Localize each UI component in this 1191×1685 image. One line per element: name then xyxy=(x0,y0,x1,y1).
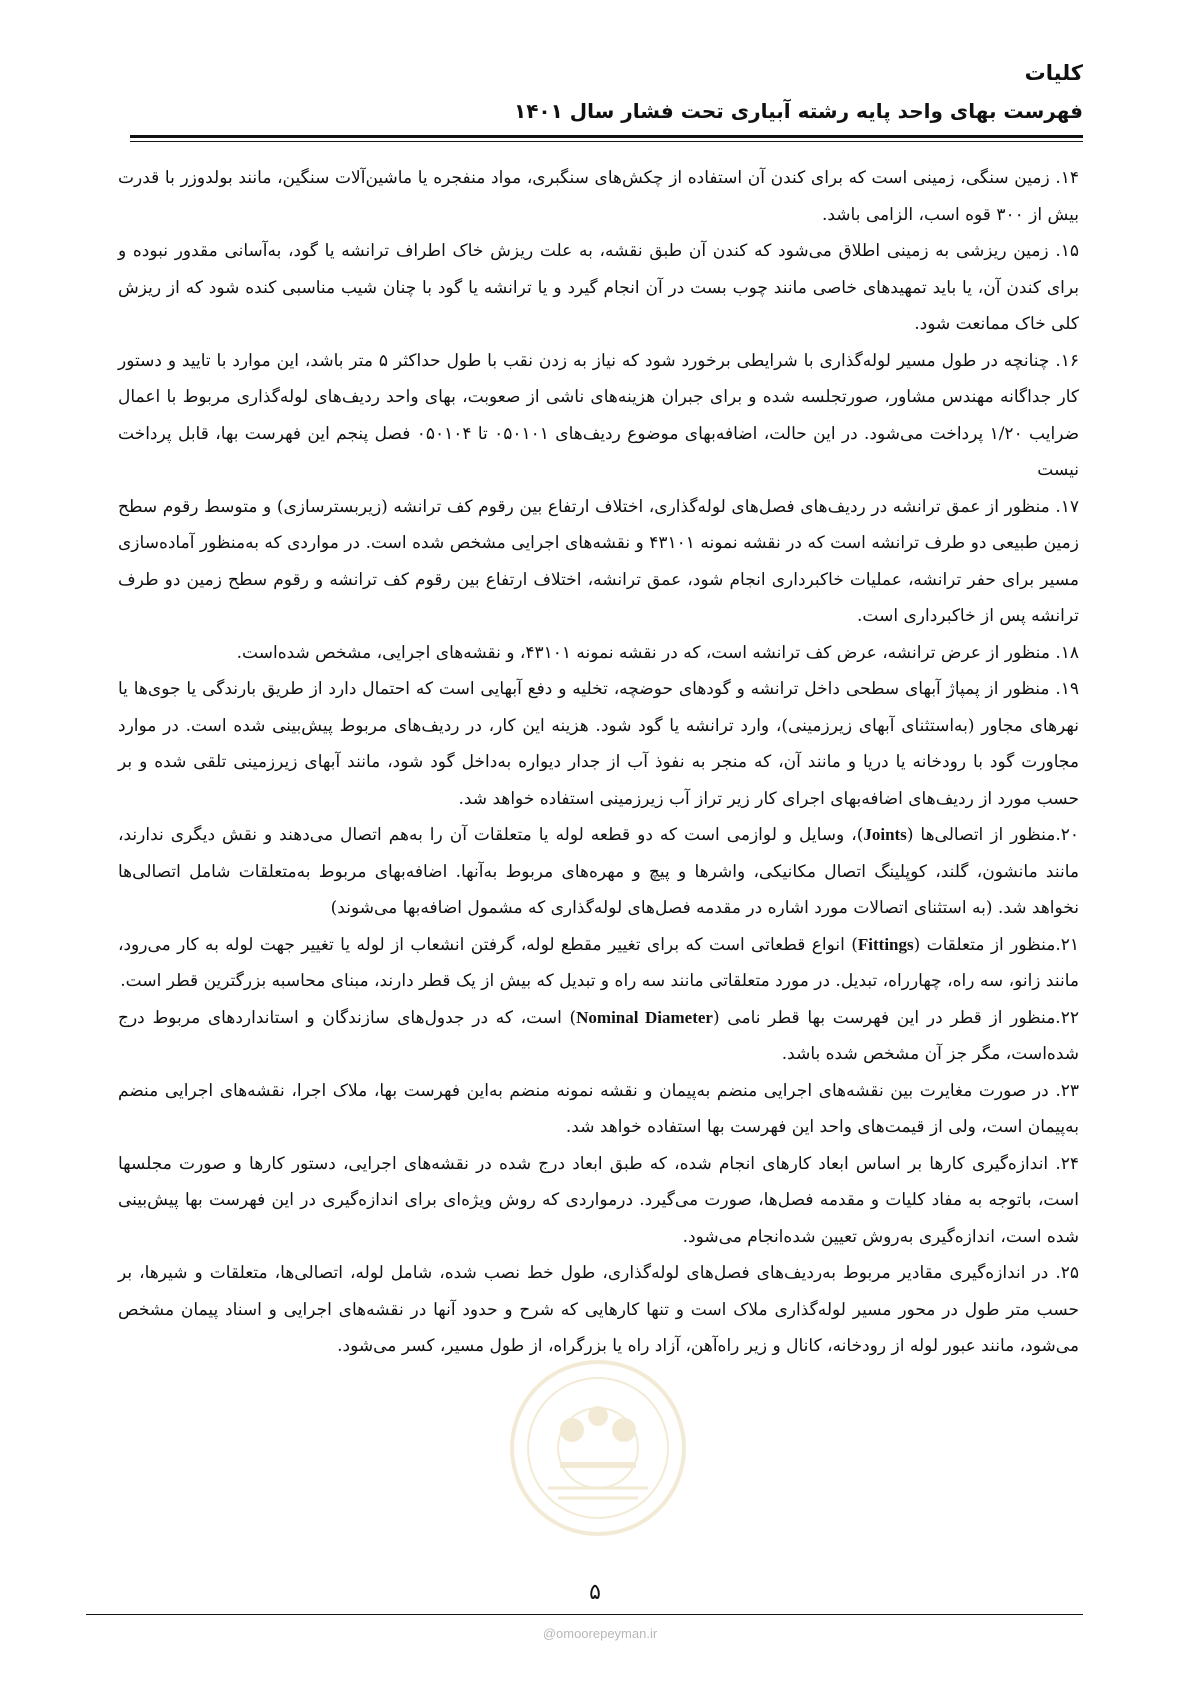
paragraph-21 xyxy=(118,927,1079,1000)
paragraph-16: ۱۶. چنانچه در طول مسیر لوله‌گذاری با شرایطی برخورد شود که نیاز به زدن نقب با طول حداکثر ۵ متر باشد، این موارد با تایید و دستور کار جداگانه مهندس مشاور، صورتجلسه شده و برای جبران هزینه‌های ناشی از صعوبت، بهای واحد ردیف‌های لوله‌گذاری مربوط با اعمال ضرایب ۱/۲۰ پرداخت می‌شود. در این حالت، اضافه‌بهای موضوع ردیف‌های ۰۵۰۱۰۱ تا ۰۵۰۱۰۴ فصل پنجم این فهرست بها، قابل پرداخت نیست xyxy=(118,350,1080,480)
paragraph-17: ۱۷. منظور از عمق ترانشه در ردیف‌های فصل‌های لوله‌گذاری، اختلاف ارتفاع بین رقوم کف ترانشه (زیربسترسازی) و متوسط رقوم سطح زمین طبیعی دو طرف ترانشه است که در نقشه نمونه ۴۳۱۰۱ و نقشه‌های اجرایی مشخص شده است. در مواردی که به‌منظور آماده‌سازی مسیر برای حفر ترانشه، عملیات خاکبرداری انجام شود، عمق ترانشه، اختلاف ارتفاع بین رقوم کف ترانشه و رقوم سطح زمین دو طرف ترانشه پس از خاکبرداری است. xyxy=(118,496,1079,626)
document-title: فهرست بهای واحد پایه رشته آبیاری تحت فشار سال ۱۴۰۱ xyxy=(514,99,1083,123)
paragraph-24: ۲۴. اندازه‌گیری کارها بر اساس ابعاد کارهای انجام شده، که طبق ابعاد درج شده در نقشه‌های اجرایی، دستور کارها و صورت مجلسها است، باتوجه به مفاد کلیات و مقدمه فصل‌ها، صورت می‌گیرد. درمواردی که روش ویژه‌ای برای اندازه‌گیری در این فهرست بها پیش‌بینی شده است، اندازه‌گیری به‌روش تعیین شده‌انجام می‌شود. xyxy=(118,1153,1079,1247)
paragraph-20-lead: ۲۰.منظور از اتصالی‌ها ( xyxy=(906,825,1079,845)
paragraph-23: ۲۳. در صورت مغایرت بین نقشه‌های اجرایی منضم به‌پیمان و نقشه نمونه منضم به‌این فهرست بها، ملاک اجرا، نقشه‌های اجرایی منضم به‌پیمان است، ولی از قیمت‌های واحد این فهرست بها استفاده خواهد شد. xyxy=(118,1080,1079,1137)
paragraph-20 xyxy=(118,817,1079,927)
paragraph-14: ۱۴. زمین سنگی، زمینی است که برای کندن آن استفاده از چکش‌های سنگبری، مواد منفجره یا ماشین‌آلات سنگین، مانند بولدوزر با قدرت بیش از ۳۰۰ قوه اسب، الزامی باشد. xyxy=(118,168,1079,225)
term-joints: Joints xyxy=(863,825,907,844)
paragraph-20-rest: )، وسایل و لوازمی است که دو قطعه لوله یا متعلقات آن را به‌هم اتصال می‌دهند و نقش دیگری ندارند، مانند مانشون، گلند، کوپلینگ اتصال مکانیکی، واشرها و پیچ و مهره‌های مربوط به‌آنها. اضافه‌بهای مربوط به‌متعلقات شامل اتصالی‌ها نخواهد شد. (به استثنای اتصالات مورد اشاره در مقدمه فصل‌های لوله‌گذاری که مشمول اضافه‌بها می‌شوند) xyxy=(118,825,1079,918)
term-nominal-diameter: Nominal Diameter xyxy=(576,1007,713,1027)
paragraph-21-rest: ) انواع قطعاتی است که برای تغییر مقطع لوله، گرفتن انشعاب از لوله یا تغییر جهت لوله به کار می‌رود، مانند زانو، سه راه، چهارراه، تبدیل. در مورد متعلقاتی مانند سه راه و تبدیل که بیش از یک قطر دارند، مبنای محاسبه بزرگترین قطر است. xyxy=(118,934,1079,991)
footer-site-watermark: @omoorepeyman.ir xyxy=(542,1626,658,1641)
term-fittings: Fittings xyxy=(857,934,914,954)
paragraph-25: ۲۵. در اندازه‌گیری مقادیر مربوط به‌ردیف‌های فصل‌های لوله‌گذاری، طول خط نصب شده، شامل لوله، اتصالی‌ها، متعلقات و شیرها، بر حسب متر طول در محور مسیر لوله‌گذاری ملاک است و تنها کارهایی که شرح و حدود آنها در نقشه‌های اجرایی و اسناد پیمان مشخص می‌شود، مانند عبور لوله از رودخانه، کانال و زیر راه‌آهن، آزاد راه یا بزرگراه، از طول مسیر، کسر می‌شود. xyxy=(118,1263,1079,1356)
paragraph-19: ۱۹. منظور از پمپاژ آبهای سطحی داخل ترانشه و گودهای حوضچه، تخلیه و دفع آبهایی است که احتمال دارد از طریق بارندگی یا جوی‌ها یا نهرهای مجاور (به‌استثنای آبهای زیرزمینی)، وارد ترانشه یا گود شود. هزینه این کار، در ردیف‌های مربوط پیش‌بینی شده است. در موارد مجاورت گود با رودخانه یا دریا و مانند آن، که منجر به نفوذ آب از جدار دیواره به‌داخل گود شود، مانند آبهای زیرزمینی تلقی شده و بر حسب مورد از ردیف‌های اضافه‌بهای اجرای کار زیر تراز آب زیرزمینی استفاده خواهد شد. xyxy=(118,679,1079,809)
header-rule-thin xyxy=(130,141,1083,142)
paragraph-15: ۱۵. زمین ریزشی به زمینی اطلاق می‌شود که کندن آن طبق نقشه، به علت ریزش خاک اطراف ترانشه یا گود، به‌آسانی مقدور نبوده و برای کندن آن، یا باید تمهیدهای خاصی مانند چوب بست در آن انجام گیرد و یا ترانشه یا گود با چنان شیب مناسبی کنده شود که از ریزش کلی خاک ممانعت شود. xyxy=(118,241,1079,334)
paragraph-21-lead: ۲۱.منظور از متعلقات ( xyxy=(913,934,1079,955)
footer-rule xyxy=(86,1614,1083,1615)
paragraph-18: ۱۸. منظور از عرض ترانشه، عرض کف ترانشه است، که در نقشه نمونه ۴۳۱۰۱، و نقشه‌های اجرایی، مشخص شده‌است. xyxy=(236,642,1079,663)
paragraph-22-rest: ) است، که در جدول‌های سازندگان و استانداردهای مربوط درج شده‌است، مگر جز آن مشخص شده باشد. xyxy=(118,1007,1079,1064)
seal-watermark xyxy=(508,1358,688,1538)
section-title: کلیات xyxy=(1024,61,1083,85)
header-rule-thick xyxy=(130,135,1083,138)
body-text xyxy=(118,160,1079,1365)
page-header xyxy=(130,58,1083,128)
page-number: ۵ xyxy=(589,1580,601,1605)
paragraph-22-lead: ۲۲.منظور از قطر در این فهرست بها قطر نامی ( xyxy=(712,1007,1079,1028)
paragraph-22 xyxy=(118,1000,1079,1073)
